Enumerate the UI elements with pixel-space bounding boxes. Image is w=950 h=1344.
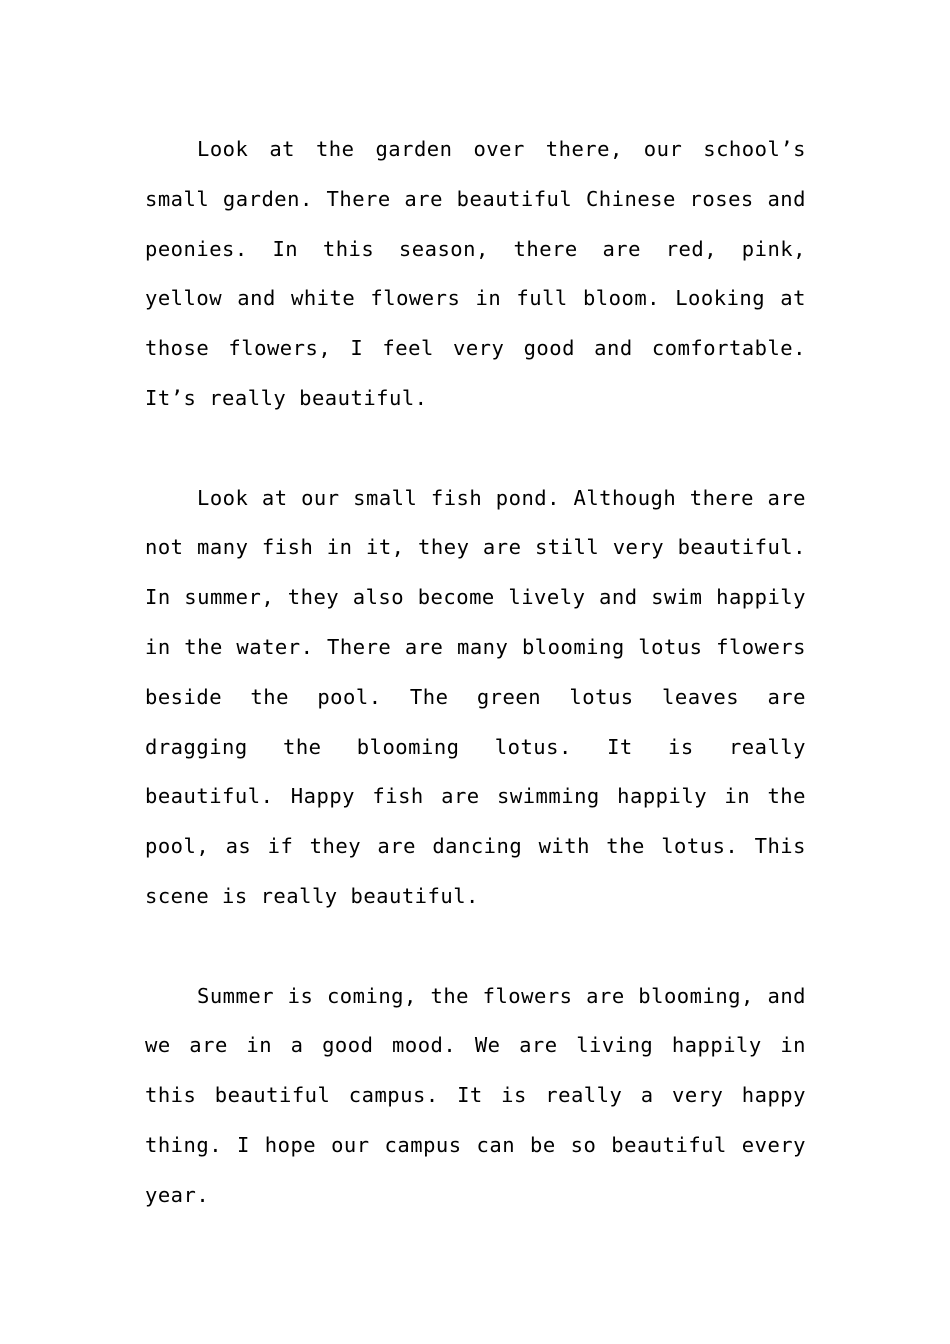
document-page — [145, 125, 806, 1221]
paragraph-garden: Look at the garden over there, our school’s small garden. There are beautiful Chinese roses and peonies. In this season, there are red, pink, yellow and white flowers in full bloom. Looking at those flowers, I feel very good and comfortable. It’s really beautiful. — [145, 137, 806, 410]
paragraph-fish-pond: Look at our small fish pond. Although there are not many fish in it, they are still very beautiful. In summer, they also become lively and swim happily in the water. There are many blooming lotus flowers beside the pool. The green lotus leaves are dragging the blooming lotus. It is really beautiful. Happy fish are swimming happily in the pool, as if they are dancing with the lotus. This scene is really beautiful. — [145, 485, 806, 908]
paragraph-summer: Summer is coming, the flowers are blooming, and we are in a good mood. We are living happily in this beautiful campus. It is really a very happy thing. I hope our campus can be so beautiful every year. — [145, 983, 806, 1207]
